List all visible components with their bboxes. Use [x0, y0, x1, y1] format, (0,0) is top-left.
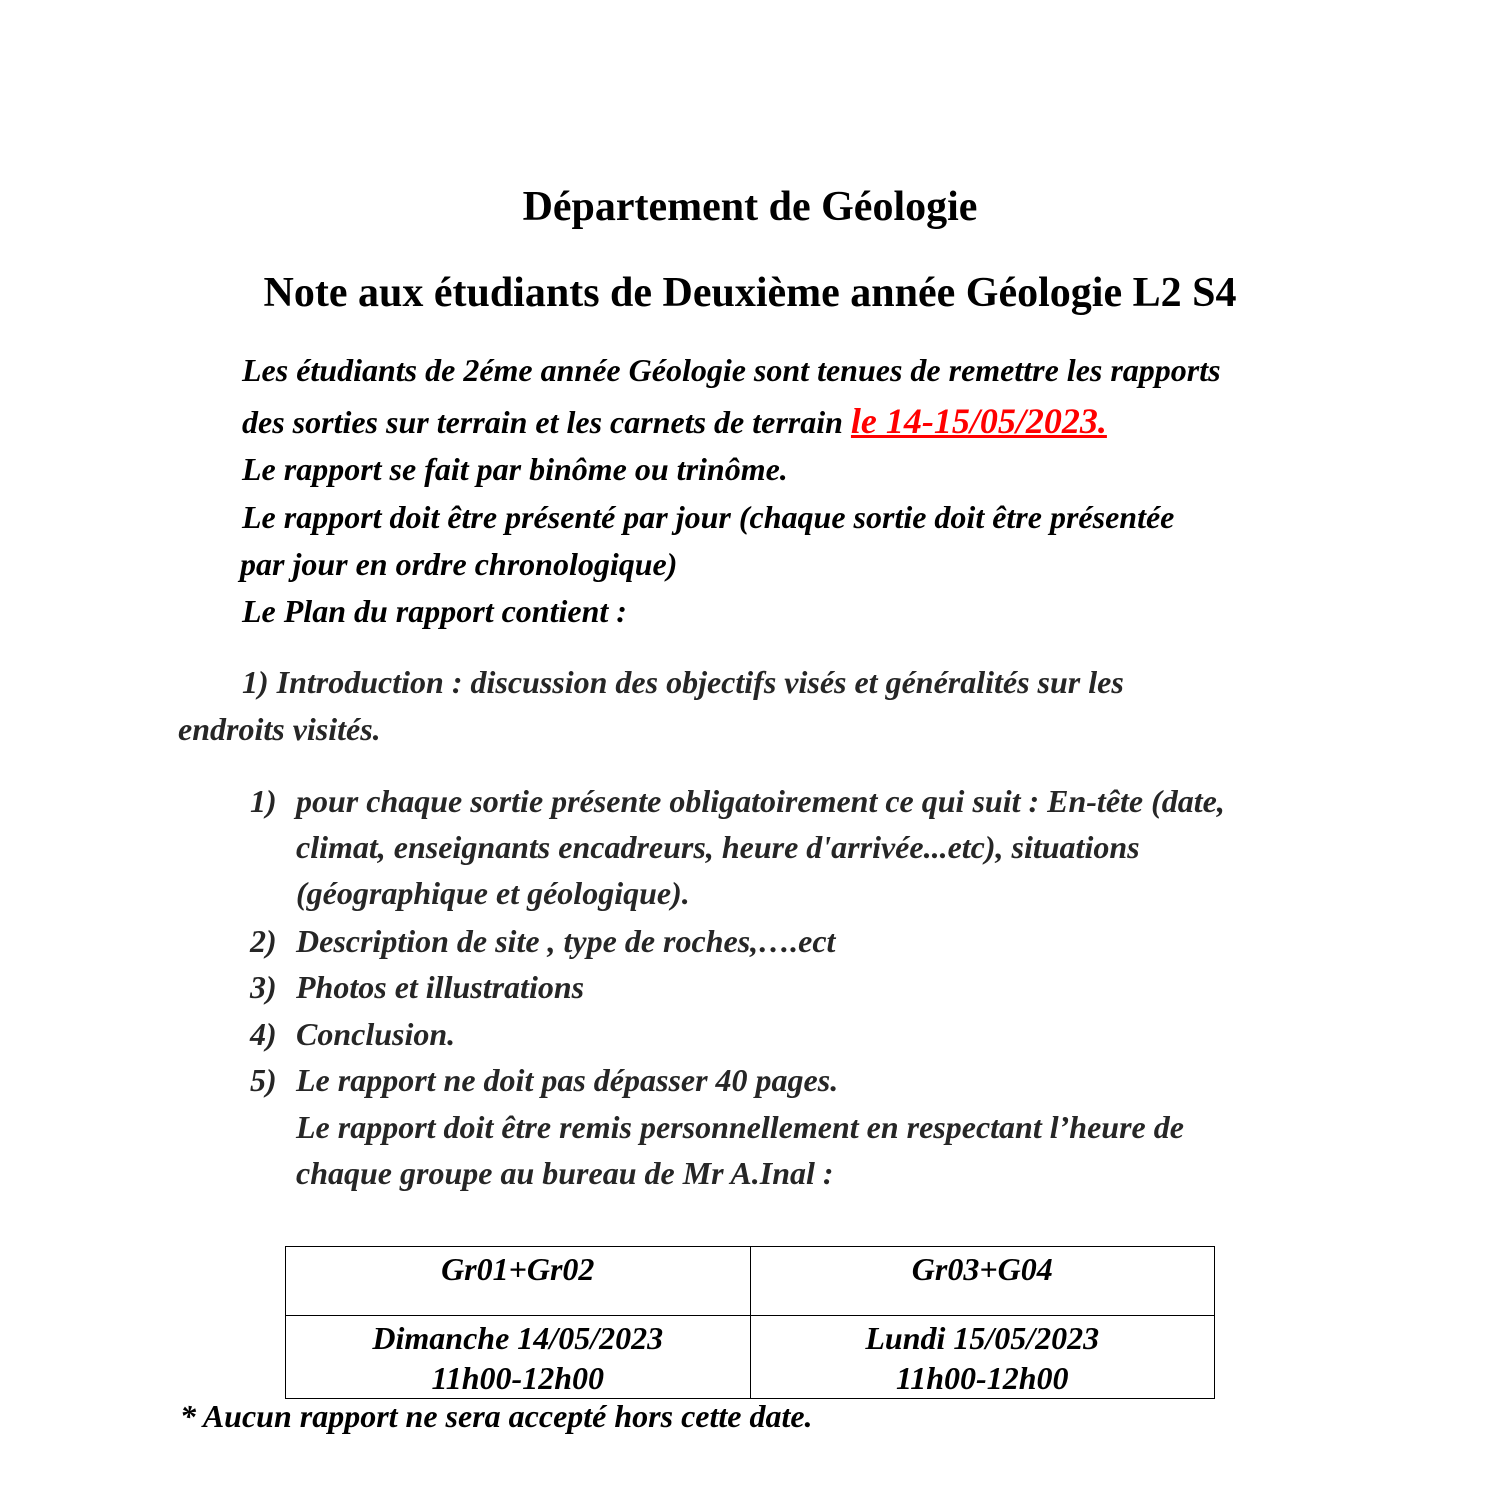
schedule-day: Lundi 15/05/2023: [865, 1320, 1100, 1356]
plan-item-5-line-1: Le rapport ne doit pas dépasser 40 pages.: [296, 1062, 839, 1098]
schedule-cell-group-1: [286, 1316, 751, 1399]
plan-item-number: 1): [250, 783, 277, 819]
footer-note: * Aucun rapport ne sera accepté hors cette date.: [180, 1398, 813, 1434]
plan-item-number: 2): [250, 923, 277, 959]
intro-line-5: par jour en ordre chronologique): [240, 546, 678, 582]
plan-item-1-line-2: climat, enseignants encadreurs, heure d'arrivée...etc), situations: [296, 829, 1140, 865]
schedule-row: [286, 1316, 1215, 1399]
plan-item-number: 5): [250, 1062, 277, 1098]
note-title: Note aux étudiants de Deuxième année Géologie L2 S4: [263, 270, 1237, 316]
department-title: Département de Géologie: [522, 184, 978, 230]
schedule-header-group-2: Gr03+G04: [750, 1247, 1215, 1316]
schedule-header-group-1: Gr01+Gr02: [286, 1247, 751, 1316]
introduction-item-line-2: endroits visités.: [178, 711, 381, 747]
schedule-cell-group-2: [750, 1316, 1215, 1399]
plan-item-1-line-1: pour chaque sortie présente obligatoirement ce qui suit : En-tête (date,: [296, 783, 1225, 819]
plan-item-2-line-1: Description de site , type de roches,….ect: [296, 923, 836, 959]
plan-item-3-line-1: Photos et illustrations: [296, 969, 585, 1005]
intro-line-2-text: des sorties sur terrain et les carnets de terrain: [242, 404, 843, 440]
schedule-time: 11h00-12h00: [896, 1360, 1069, 1396]
intro-line-4: Le rapport doit être présenté par jour (chaque sortie doit être présentée: [242, 499, 1175, 535]
intro-line-2: [242, 401, 1107, 442]
intro-line-6: Le Plan du rapport contient :: [242, 593, 627, 629]
intro-line-1: Les étudiants de 2éme année Géologie sont tenues de remettre les rapports: [242, 352, 1221, 388]
schedule-day: Dimanche 14/05/2023: [372, 1320, 664, 1356]
plan-item-1-line-3: (géographique et géologique).: [296, 875, 690, 911]
schedule-header-row: [286, 1247, 1215, 1316]
plan-item-5-line-3: chaque groupe au bureau de Mr A.Inal :: [296, 1155, 834, 1191]
schedule-table: [285, 1246, 1215, 1399]
schedule-time: 11h00-12h00: [431, 1360, 604, 1396]
introduction-item-line-1: 1) Introduction : discussion des objectifs visés et généralités sur les: [242, 664, 1124, 700]
plan-item-5-line-2: Le rapport doit être remis personnellement en respectant l’heure de: [296, 1109, 1184, 1145]
plan-item-number: 3): [250, 969, 277, 1005]
deadline-date: le 14-15/05/2023.: [850, 401, 1107, 441]
intro-line-3: Le rapport se fait par binôme ou trinôme.: [242, 451, 788, 487]
plan-item-number: 4): [250, 1016, 277, 1052]
plan-item-4-line-1: Conclusion.: [296, 1016, 456, 1052]
